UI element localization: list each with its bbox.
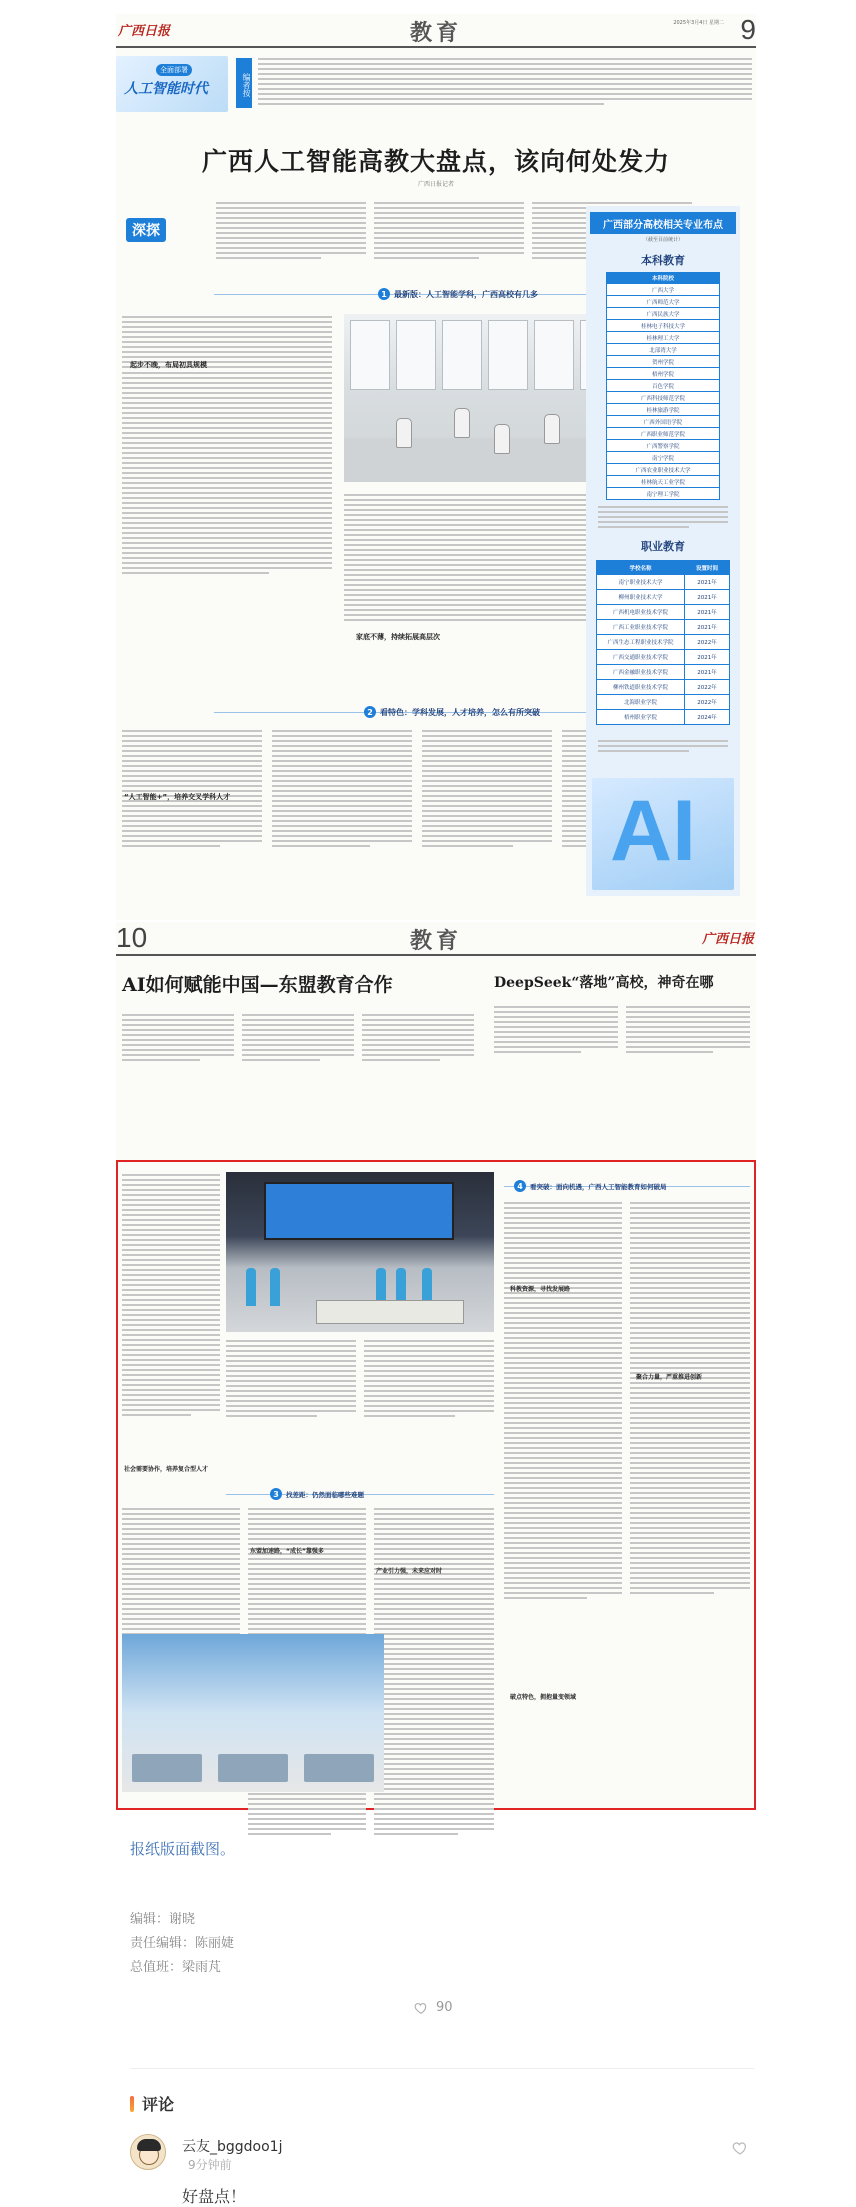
table-row: 广西交通职业技术学院 2021年 [596,650,730,665]
article-column [422,730,552,847]
table-header: 学校名称 设置时间 [596,560,730,575]
vocational-table [596,560,730,725]
article-column [122,372,332,574]
table-row: 广西师范大学 [606,296,720,308]
section-heading-3 [270,1487,364,1501]
article-column [374,1508,494,1835]
ai-era-banner [116,56,228,112]
subheading: “人工智能+”，培养交叉学科人才 [124,793,231,801]
responsible-editor-credit: 责任编辑：陈丽婕 [130,1936,235,1951]
ai-graphic [592,778,734,890]
panel-subtitle: （截至目前统计） [642,237,683,243]
vocational-heading: 职业教育 [641,540,685,553]
section-title: 教育 [409,928,462,954]
article-column [216,202,366,259]
undergrad-table [606,272,720,500]
article-column [122,1508,240,1640]
university-list-panel [586,206,740,896]
table-row: 广西金融职业技术学院 2021年 [596,665,730,680]
classroom-photo [226,1172,494,1332]
section-heading-1 [378,287,538,301]
article-column [494,1006,618,1053]
comment-heart-icon[interactable] [732,2140,748,2156]
table-row: 广西民族大学 [606,308,720,320]
section-number: 3 [270,1488,282,1500]
table-row: 南宁学院 [606,452,720,464]
section-number: 4 [514,1180,526,1192]
subheading: 社会需要协作，培养复合型人才 [124,1466,209,1473]
table-row: 桂林理工大学 [606,332,720,344]
section-number: 1 [378,288,390,300]
subheading: 产业引力强，未来应对时 [376,1568,443,1575]
article-column [630,1202,750,1594]
table-row: 梧州职业学院 2024年 [596,710,730,725]
comment-timestamp: 9分钟前 [188,2158,232,2172]
panel-note [598,506,728,528]
avatar[interactable] [130,2134,166,2170]
comments-header [130,2092,174,2115]
section-heading-4 [514,1179,667,1193]
article-column [122,1014,234,1061]
computer-lab-photo [122,1634,384,1792]
editor-note-text [258,58,752,105]
article-column [626,1006,750,1053]
table-row: 百色学院 [606,380,720,392]
newspaper-logo: 广西日报 [701,932,754,947]
table-row: 柳州职业技术大学 2021年 [596,590,730,605]
explore-tag: 深探 [126,218,166,242]
comments-title: 评论 [142,2095,175,2114]
table-row: 广西职业师范学院 [606,428,720,440]
chief-editor-credit: 总值班：梁雨芃 [130,1960,222,1975]
like-count: 90 [436,2000,453,2015]
panel-note [598,740,728,752]
table-row: 广西外国语学院 [606,416,720,428]
main-byline: 广西日报记者 [417,181,454,188]
subheading: 科教资源，寻找发展路 [510,1286,571,1293]
subheading: 东盟加速路，“成长”靠强多 [250,1548,324,1555]
table-row: 广西农业职业技术大学 [606,464,720,476]
page-number: 9 [740,14,756,45]
table-row: 南宁理工学院 [606,488,720,500]
subheading: 家底不薄，持续拓展高层次 [356,633,440,641]
article-column [242,1014,354,1061]
subheading: 破点特色，拥抱量变领域 [510,1694,577,1701]
page-date: 2025年3月4日 星期二 [673,20,724,26]
headline-right: DeepSeek“落地”高校，神奇在哪 [494,975,714,991]
banner-tag: 全面部署 [156,64,192,76]
table-row: 广西生态工程职业技术学院 2022年 [596,635,730,650]
heart-icon [414,2001,428,2015]
article-column [122,730,262,847]
page-masthead [116,922,756,956]
newspaper-logo: 广西日报 [118,24,171,39]
editor-note-tag: 编者按 [236,58,252,108]
page-masthead [116,14,756,48]
caption-link[interactable]: 报纸版面截图。 [130,1840,236,1858]
article-column [122,1174,220,1416]
banner-title: 人工智能时代 [124,81,208,97]
section-title: 教育 [409,20,462,46]
table-row: 北海职业学院 2022年 [596,695,730,710]
table-row: 广西警察学院 [606,440,720,452]
main-headline: 广西人工智能高教大盘点，该向何处发力 [201,147,670,176]
comments-accent-bar [130,2096,134,2112]
table-row: 桂林旅游学院 [606,404,720,416]
article-column [362,1014,474,1061]
table-row: 桂林航天工业学院 [606,476,720,488]
section-number: 2 [364,706,376,718]
undergrad-heading: 本科教育 [641,254,685,267]
section-title: 找差距：仍然面临哪些难题 [286,1490,364,1499]
table-row: 广西机电职业技术学院 2021年 [596,605,730,620]
divider [130,2068,754,2069]
section-title: 最新版：人工智能学科，广西高校有几多 [394,289,538,299]
subheading: 聚合力量，严重推进创新 [636,1374,703,1381]
table-row: 桂林电子科技大学 [606,320,720,332]
section-title: 看特色：学科发展，人才培养，怎么有所突破 [380,707,540,717]
ai-graphic-text: AI [610,783,696,879]
section-title: 看突破：面向机遇，广西人工智能教育如何破局 [530,1182,667,1191]
panel-title: 广西部分高校相关专业布点 [590,212,736,234]
like-button[interactable] [414,2000,453,2015]
article-column [226,1340,356,1417]
table-row: 广西大学 [606,284,720,296]
table-row: 梧州学院 [606,368,720,380]
highlighted-article [116,1160,756,1810]
table-row: 广西工业职业技术学院 2021年 [596,620,730,635]
table-header: 本科院校 [606,272,720,284]
article-column [504,1202,622,1599]
comment-item [130,2134,754,2204]
table-row: 北部湾大学 [606,344,720,356]
subheading: 起步不晚，布局初具规模 [130,361,207,369]
page-number: 10 [116,922,148,953]
article-column [272,730,412,847]
article-column [374,202,524,259]
table-row: 贺州学院 [606,356,720,368]
editor-credit: 编辑：谢晓 [130,1912,196,1927]
headline-left: AI如何赋能中国—东盟教育合作 [122,974,393,996]
article-column [364,1340,494,1417]
table-row: 广西科技师范学院 [606,392,720,404]
comment-username[interactable]: 云友_bggdoo1j [182,2139,283,2155]
table-row: 柳州铁道职业技术学院 2022年 [596,680,730,695]
table-row: 南宁职业技术大学 2021年 [596,575,730,590]
comment-text: 好盘点！ [182,2187,247,2206]
section-heading-2 [364,705,540,719]
